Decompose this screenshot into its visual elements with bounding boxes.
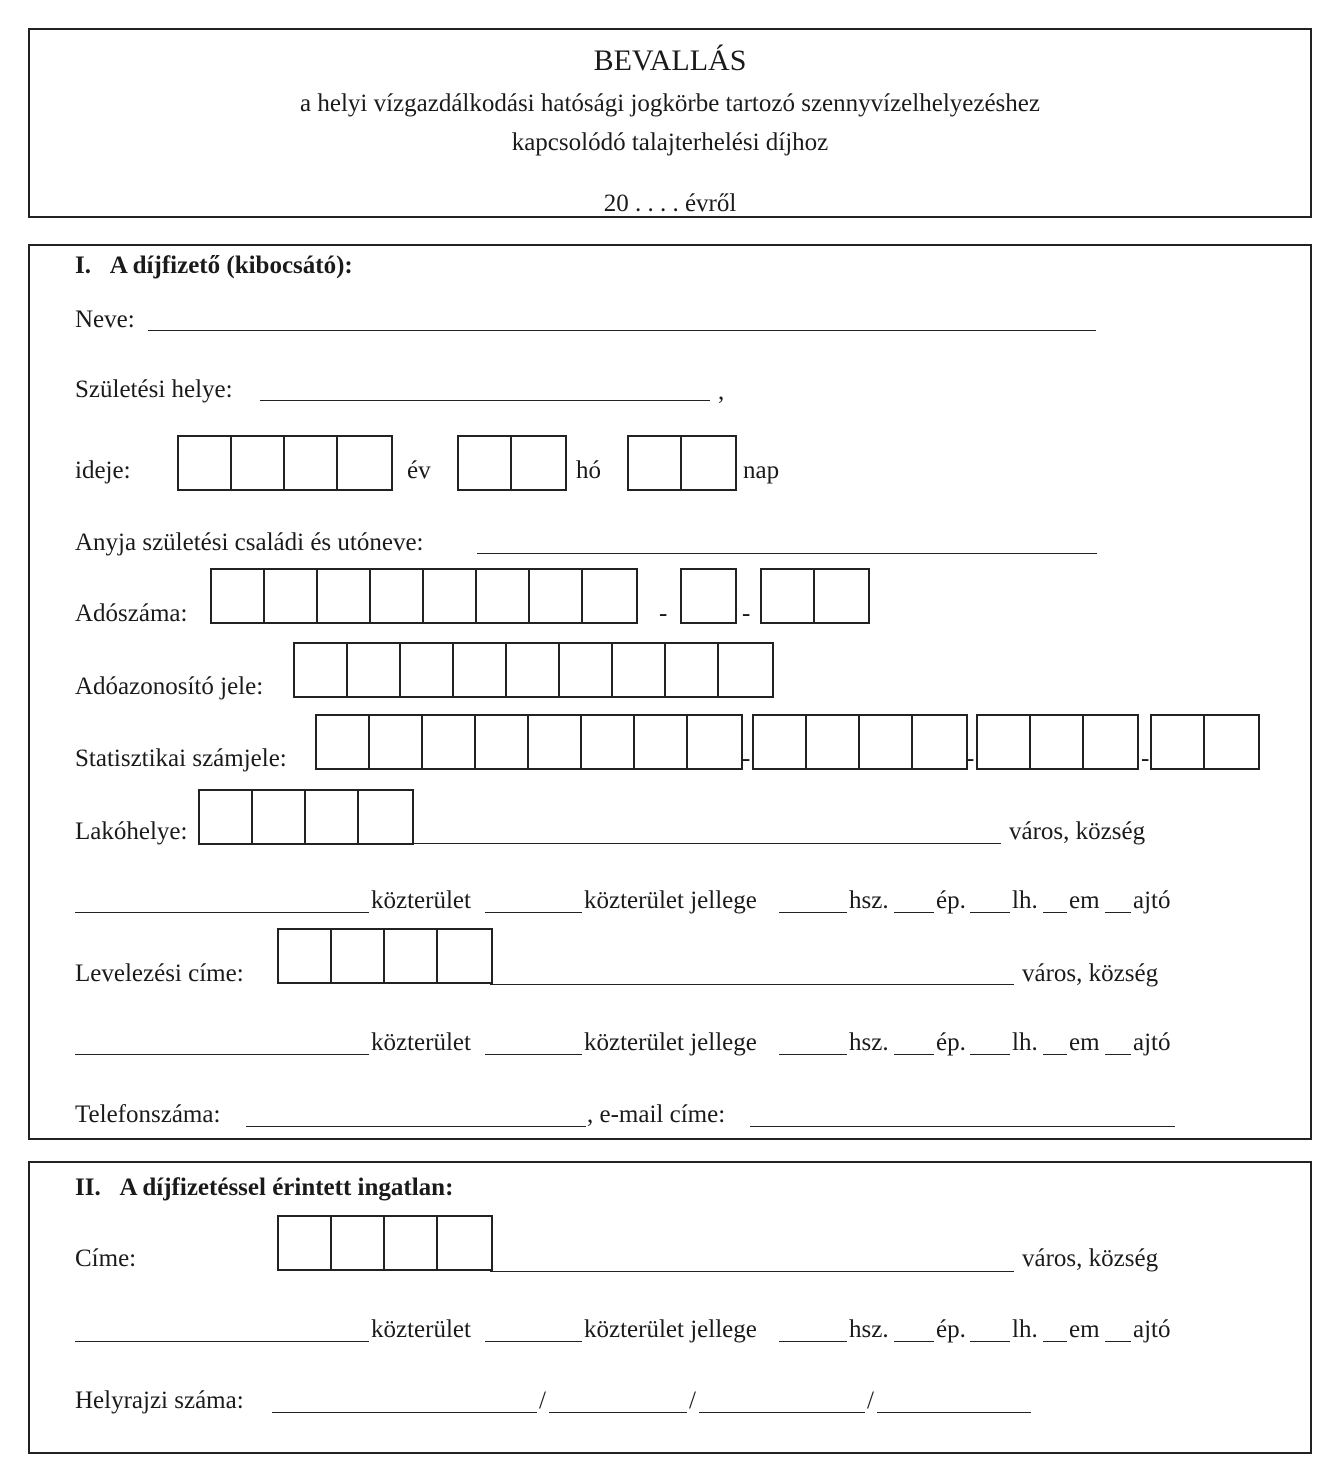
digit-box[interactable]	[438, 930, 491, 982]
birthplace-field[interactable]	[260, 400, 710, 401]
digit-box[interactable]	[279, 930, 332, 982]
floor-label: em	[1069, 887, 1100, 914]
street-label: közterület	[371, 1029, 471, 1056]
parcel-number-label: Helyrajzi száma:	[75, 1387, 244, 1414]
digit-box[interactable]	[1205, 716, 1258, 768]
digit-box[interactable]	[318, 570, 371, 622]
mailing-city-field[interactable]	[490, 984, 1014, 985]
mailing-house-field[interactable]	[779, 1054, 847, 1055]
digit-box[interactable]	[613, 644, 666, 696]
stat-number-dash: -	[966, 745, 975, 772]
digit-box[interactable]	[295, 644, 348, 696]
parcel-slash: /	[689, 1387, 696, 1414]
tax-number-check-box[interactable]	[680, 568, 737, 624]
residence-door-field[interactable]	[1105, 912, 1131, 913]
digit-box[interactable]	[232, 437, 285, 489]
residence-city-suffix: város, község	[1009, 818, 1146, 845]
floor-label: em	[1069, 1029, 1100, 1056]
residence-street-field[interactable]	[75, 912, 369, 913]
digit-box[interactable]	[1084, 716, 1137, 768]
digit-box[interactable]	[265, 570, 318, 622]
digit-box[interactable]	[285, 437, 338, 489]
building-label: ép.	[936, 1316, 966, 1343]
digit-box[interactable]	[385, 930, 438, 982]
mailing-stair-field[interactable]	[970, 1054, 1010, 1055]
digit-box[interactable]	[529, 716, 582, 768]
floor-label: em	[1069, 1316, 1100, 1343]
street-type-label: közterület jellege	[584, 1029, 757, 1056]
digit-box[interactable]	[179, 437, 232, 489]
digit-box[interactable]	[279, 1217, 332, 1269]
email-label: , e-mail címe:	[587, 1101, 726, 1128]
property-building-field[interactable]	[894, 1341, 934, 1342]
parcel-field-1[interactable]	[272, 1412, 537, 1413]
birthplace-comma: ,	[718, 378, 725, 405]
mailing-address-label: Levelezési címe:	[75, 960, 244, 987]
phone-field[interactable]	[246, 1126, 586, 1127]
residence-building-field[interactable]	[894, 912, 934, 913]
digit-box[interactable]	[476, 716, 529, 768]
form-title: BEVALLÁS	[593, 44, 747, 77]
property-house-field[interactable]	[779, 1341, 847, 1342]
digit-box[interactable]	[477, 570, 530, 622]
mailing-street-field[interactable]	[75, 1054, 369, 1055]
digit-box[interactable]	[530, 570, 583, 622]
digit-box[interactable]	[306, 791, 359, 843]
digit-box[interactable]	[666, 644, 719, 696]
house-label: hsz.	[849, 1029, 889, 1056]
tax-number-label: Adószáma:	[75, 600, 188, 627]
stair-label: lh.	[1012, 887, 1038, 914]
digit-box[interactable]	[1031, 716, 1084, 768]
mailing-zip-boxes[interactable]	[277, 928, 493, 984]
name-label: Neve:	[75, 306, 135, 333]
digit-box[interactable]	[401, 644, 454, 696]
tax-number-dash: -	[742, 600, 751, 627]
digit-box[interactable]	[370, 716, 423, 768]
email-field[interactable]	[750, 1126, 1175, 1127]
stat-number-boxes-3[interactable]	[976, 714, 1139, 770]
digit-box[interactable]	[913, 716, 966, 768]
mailing-street-type-field[interactable]	[485, 1054, 582, 1055]
header-box	[28, 28, 1312, 218]
digit-box[interactable]	[348, 644, 401, 696]
tax-number-county-boxes[interactable]	[760, 568, 870, 624]
digit-box[interactable]	[807, 716, 860, 768]
digit-box[interactable]	[454, 644, 507, 696]
birthplace-label: Születési helye:	[75, 376, 233, 403]
mailing-city-suffix: város, község	[1022, 960, 1159, 987]
parcel-field-3[interactable]	[699, 1412, 865, 1413]
mailing-floor-field[interactable]	[1043, 1054, 1067, 1055]
form-subtitle-line2: kapcsolódó talajterhelési díjhoz	[511, 129, 829, 156]
residence-house-field[interactable]	[779, 912, 847, 913]
digit-box[interactable]	[332, 930, 385, 982]
mother-name-label: Anyja születési családi és utóneve:	[75, 529, 424, 556]
digit-box[interactable]	[815, 570, 868, 622]
digit-box[interactable]	[1152, 716, 1205, 768]
residence-street-type-field[interactable]	[485, 912, 582, 913]
property-street-field[interactable]	[75, 1341, 369, 1342]
property-city-suffix: város, község	[1022, 1245, 1159, 1272]
birth-day-boxes[interactable]	[627, 435, 737, 491]
street-type-label: közterület jellege	[584, 887, 757, 914]
phone-label: Telefonszáma:	[75, 1101, 221, 1128]
digit-box[interactable]	[317, 716, 370, 768]
digit-box[interactable]	[629, 437, 682, 489]
property-street-type-field[interactable]	[485, 1341, 582, 1342]
building-label: ép.	[936, 1029, 966, 1056]
residence-label: Lakóhelye:	[75, 818, 188, 845]
residence-stair-field[interactable]	[970, 912, 1010, 913]
day-unit: nap	[743, 457, 780, 484]
property-floor-field[interactable]	[1043, 1341, 1067, 1342]
residence-zip-boxes[interactable]	[198, 789, 414, 845]
digit-box[interactable]	[635, 716, 688, 768]
digit-box[interactable]	[424, 570, 477, 622]
parcel-field-2[interactable]	[549, 1412, 687, 1413]
birth-month-boxes[interactable]	[457, 435, 567, 491]
digit-box[interactable]	[762, 570, 815, 622]
property-city-field[interactable]	[490, 1271, 1014, 1272]
birth-year-boxes[interactable]	[177, 435, 393, 491]
digit-box[interactable]	[438, 1217, 491, 1269]
stat-number-boxes-1[interactable]	[315, 714, 743, 770]
digit-box[interactable]	[754, 716, 807, 768]
residence-floor-field[interactable]	[1043, 912, 1067, 913]
stair-label: lh.	[1012, 1029, 1038, 1056]
digit-box[interactable]	[719, 644, 772, 696]
tax-number-dash: -	[659, 600, 668, 627]
door-label: ajtó	[1133, 887, 1171, 914]
digit-box[interactable]	[583, 570, 636, 622]
stat-number-dash: -	[742, 745, 751, 772]
digit-box[interactable]	[682, 437, 735, 489]
form-year: 20 . . . . évről	[603, 190, 737, 217]
stair-label: lh.	[1012, 1316, 1038, 1343]
building-label: ép.	[936, 887, 966, 914]
stat-number-boxes-4[interactable]	[1150, 714, 1260, 770]
street-label: közterület	[371, 887, 471, 914]
property-zip-boxes[interactable]	[277, 1215, 493, 1271]
digit-box[interactable]	[459, 437, 512, 489]
digit-box[interactable]	[385, 1217, 438, 1269]
month-unit: hó	[576, 457, 601, 484]
door-label: ajtó	[1133, 1029, 1171, 1056]
property-address-label: Címe:	[75, 1245, 137, 1272]
digit-box[interactable]	[338, 437, 391, 489]
year-unit: év	[407, 457, 431, 484]
parcel-slash: /	[539, 1387, 546, 1414]
house-label: hsz.	[849, 887, 889, 914]
form-subtitle-line1: a helyi vízgazdálkodási hatósági jogkörbe tartozó szennyvízelhelyezéshez	[300, 90, 1040, 117]
digit-box[interactable]	[212, 570, 265, 622]
digit-box[interactable]	[978, 716, 1031, 768]
section-payer-title: I. A díjfizető (kibocsátó):	[75, 252, 353, 279]
digit-box[interactable]	[688, 716, 741, 768]
tax-id-boxes[interactable]	[293, 642, 774, 698]
digit-box[interactable]	[332, 1217, 385, 1269]
digit-box[interactable]	[371, 570, 424, 622]
property-stair-field[interactable]	[970, 1341, 1010, 1342]
digit-box[interactable]	[253, 791, 306, 843]
digit-box[interactable]	[507, 644, 560, 696]
residence-city-field[interactable]	[411, 843, 1001, 844]
name-field[interactable]	[148, 330, 1096, 331]
digit-box[interactable]	[512, 437, 565, 489]
street-label: közterület	[371, 1316, 471, 1343]
property-door-field[interactable]	[1105, 1341, 1131, 1342]
parcel-slash: /	[867, 1387, 874, 1414]
digit-box[interactable]	[200, 791, 253, 843]
stat-number-boxes-2[interactable]	[752, 714, 968, 770]
parcel-field-4[interactable]	[877, 1412, 1031, 1413]
door-label: ajtó	[1133, 1316, 1171, 1343]
tax-id-label: Adóazonosító jele:	[75, 673, 264, 700]
digit-box[interactable]	[560, 644, 613, 696]
mailing-door-field[interactable]	[1105, 1054, 1131, 1055]
birthdate-label: ideje:	[75, 457, 131, 484]
digit-box[interactable]	[860, 716, 913, 768]
house-label: hsz.	[849, 1316, 889, 1343]
digit-box[interactable]	[682, 570, 735, 622]
stat-number-label: Statisztikai számjele:	[75, 745, 287, 772]
section-property-title: II. A díjfizetéssel érintett ingatlan:	[75, 1174, 454, 1201]
tax-number-main-boxes[interactable]	[210, 568, 638, 624]
digit-box[interactable]	[582, 716, 635, 768]
street-type-label: közterület jellege	[584, 1316, 757, 1343]
digit-box[interactable]	[359, 791, 412, 843]
stat-number-dash: -	[1141, 745, 1150, 772]
digit-box[interactable]	[423, 716, 476, 768]
mother-name-field[interactable]	[477, 553, 1097, 554]
mailing-building-field[interactable]	[894, 1054, 934, 1055]
